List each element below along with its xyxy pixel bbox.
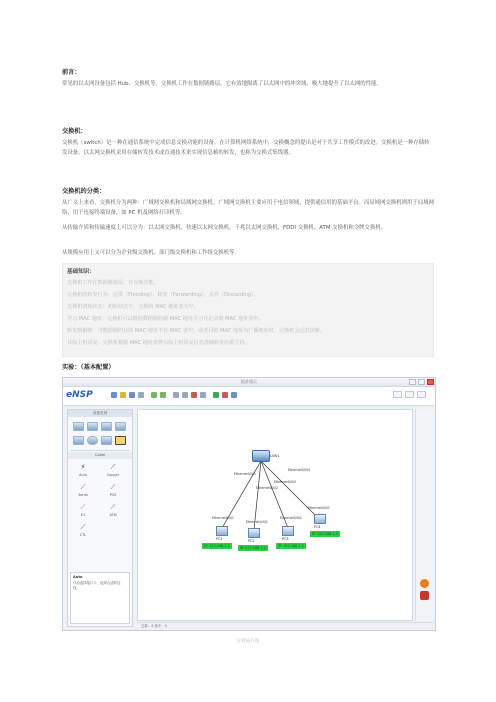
right-toolbar: [415, 409, 433, 621]
port-label: Ethernet0/0/3: [274, 480, 296, 484]
port-label: Ethernet0/0/1: [246, 520, 268, 524]
cable-category-icon[interactable]: [115, 436, 126, 445]
orange-status-icon[interactable]: [420, 579, 429, 588]
port-label: Ethernet0/0/2: [256, 486, 278, 490]
port-label: Ethernet0/0/4: [288, 468, 310, 472]
capture-icon[interactable]: [231, 392, 237, 398]
device-panel-header: 设备类别: [68, 410, 132, 417]
delete-icon[interactable]: [191, 392, 197, 398]
switch-category-icon[interactable]: [87, 422, 98, 431]
close-icon[interactable]: [427, 379, 434, 385]
pc-icon[interactable]: [216, 526, 228, 536]
note-line: 交换机工作在数据链路层，有交换功能。: [67, 280, 159, 286]
start-device-icon[interactable]: [213, 392, 219, 398]
note-line: 交换机初始状态：初始状态下，交换机 MAC 地址表为空。: [67, 304, 199, 310]
cable-header: Cable: [68, 452, 132, 459]
switch-heading: 交换机：: [62, 128, 87, 135]
intro-paragraph: 常见的以太网设备包括 Hub、交换机等。交换机工作在数据链路层，它有效地隔离了以太网中的冲突域，极大地提升了以太网的性能。: [62, 81, 382, 87]
pc4-ip-tag: IP: 192.168.1.4: [312, 532, 338, 536]
topology-canvas[interactable]: [137, 409, 413, 621]
minimize-icon[interactable]: [409, 379, 416, 385]
toolbar: [63, 387, 435, 406]
stop-device-icon[interactable]: [222, 392, 228, 398]
pc-icon[interactable]: [282, 526, 294, 536]
cable-info-text: 自动选择接口卡，选择合适的连线。: [73, 581, 121, 590]
switch-label: LSW1: [270, 454, 280, 458]
copper-cable-icon[interactable]: ⟋: [110, 463, 116, 471]
wlan-category-icon[interactable]: [101, 422, 112, 431]
pc2-ip-tag: IP: 172.168.1.2: [240, 546, 266, 550]
menu-icon[interactable]: [393, 391, 402, 398]
port-label: Ethernet0/0/1: [234, 472, 256, 476]
pc1-ip-tag: IP: 192.168.1.1: [204, 544, 230, 548]
intro-heading: 前言：: [62, 69, 81, 76]
red-tool-icon[interactable]: [420, 591, 429, 600]
serial-cable-icon[interactable]: ⟋: [80, 483, 86, 491]
pc4-label: PC4: [314, 525, 321, 529]
open-icon[interactable]: [120, 392, 126, 398]
router-category-icon[interactable]: [73, 422, 84, 431]
port-label: Ethernet0/0/1: [280, 516, 302, 520]
text-icon[interactable]: [200, 392, 206, 398]
other-category-icon[interactable]: [101, 436, 112, 445]
types-paragraph-2: 从传输介质和传输速度上可以分为：以太网交换机、快速以太网交换机、千兆以太网交换机、FDDI 交换机、ATM 交换机和令牌交换机。: [62, 225, 387, 231]
cloud-category-icon[interactable]: [87, 436, 98, 445]
switch-paragraph: 交换机（switch）是一种在通信系统中完成信息交换功能的设备。在计算机网络系统中，交换概念的提出是对于共享工作模式的改进。交换机是一种存储转发设备。以太网交换机采用存储转发技术或直通技术来实现信息帧的转发，也称为交换式集线器。: [62, 140, 430, 156]
port-label: Ethernet0/0/1: [308, 506, 330, 510]
note-line: 交换机的转发行为：泛洪（Flooding）、转发（Forwarding）、丢弃（Discarding）。: [67, 292, 259, 298]
topology-links: [138, 410, 414, 622]
cable-info-panel: [70, 572, 130, 624]
auto-cable-icon[interactable]: ⚡: [80, 463, 86, 471]
note-line: 转发数据帧：当数据帧的目的 MAC 地址不在 MAC 表中，或者目的 MAC 地址为广播地址时，交换机会泛洪该帧。: [67, 328, 325, 334]
settings-icon[interactable]: [417, 391, 426, 398]
experiment-heading: 实验：（基本配置）: [62, 364, 115, 371]
ensp-logo: [66, 390, 93, 400]
pc3-ip-tag: IP: 192.168.1.3: [278, 544, 304, 548]
save-icon[interactable]: [129, 392, 135, 398]
undo-icon[interactable]: [151, 392, 157, 398]
logo-e: e: [66, 390, 73, 400]
maximize-icon[interactable]: [418, 379, 425, 385]
print-icon[interactable]: [138, 392, 144, 398]
auto-cable-label: Auto: [79, 473, 87, 477]
redo-icon[interactable]: [160, 392, 166, 398]
types-heading: 交换机的分类：: [62, 188, 106, 195]
ctl-cable-icon[interactable]: ⟋: [80, 523, 86, 531]
firewall-category-icon[interactable]: [115, 422, 126, 431]
atm-cable-icon[interactable]: ⟋: [110, 503, 116, 511]
pc3-label: PC3: [282, 537, 289, 541]
window-title: 拓扑图示: [241, 379, 257, 384]
pc2-label: PC2: [248, 539, 255, 543]
pos-cable-icon[interactable]: ⟋: [110, 483, 116, 491]
ensp-window: [62, 377, 436, 631]
pc-icon[interactable]: [314, 514, 326, 524]
serial-cable-label: Serial: [78, 493, 88, 497]
divider: [70, 450, 130, 451]
copper-cable-label: Copper: [106, 473, 120, 477]
device-panel: [67, 409, 133, 627]
basic-knowledge-box: [62, 263, 434, 357]
types-paragraph-3: 从规模应用上又可以分为企业级交换机、部门级交换机和工作组交换机等。: [62, 250, 240, 256]
basic-knowledge-title: 基础知识：: [67, 269, 95, 275]
switch-icon[interactable]: [252, 450, 270, 462]
move-icon[interactable]: [182, 392, 188, 398]
select-icon[interactable]: [173, 392, 179, 398]
ctl-cable-label: CTL: [79, 533, 87, 537]
window-titlebar: [63, 378, 435, 387]
note-line: 学习 MAC 地址：交换机可以根据数据帧的源 MAC 地址学习并记录到 MAC 地址表中。: [67, 316, 264, 322]
status-bar: 总数：4 选中：0: [137, 622, 433, 630]
atm-cable-label: ATM: [109, 513, 117, 517]
pc-icon[interactable]: [248, 528, 260, 538]
port-label: Ethernet0/0/1: [212, 516, 234, 520]
types-paragraph-1: 从广义上来看，交换机分为两种：广域网交换机和局域网交换机。广域网交换机主要应用于电信领域，提供通信用的基础平台。而局域网交换机则用于局域网络，用于连接终端设备，如 PC 机及网络打印机等。: [62, 200, 434, 216]
e1-cable-label: E1: [80, 513, 86, 517]
note-line: 目标主机回复：交换机根据 MAC 地址表将目标主机回复信息准确转发给源主机。: [67, 340, 250, 346]
e1-cable-icon[interactable]: ⟋: [80, 503, 86, 511]
cable-info-title: Auto: [73, 575, 83, 579]
figure-caption: 实验拓扑图: [236, 639, 260, 644]
pc-category-icon[interactable]: [73, 436, 84, 445]
new-icon[interactable]: [111, 392, 117, 398]
pc1-label: PC1: [216, 537, 223, 541]
help-icon[interactable]: [405, 391, 414, 398]
logo-nsp: NSP: [72, 390, 93, 400]
pos-cable-label: POS: [109, 493, 117, 497]
